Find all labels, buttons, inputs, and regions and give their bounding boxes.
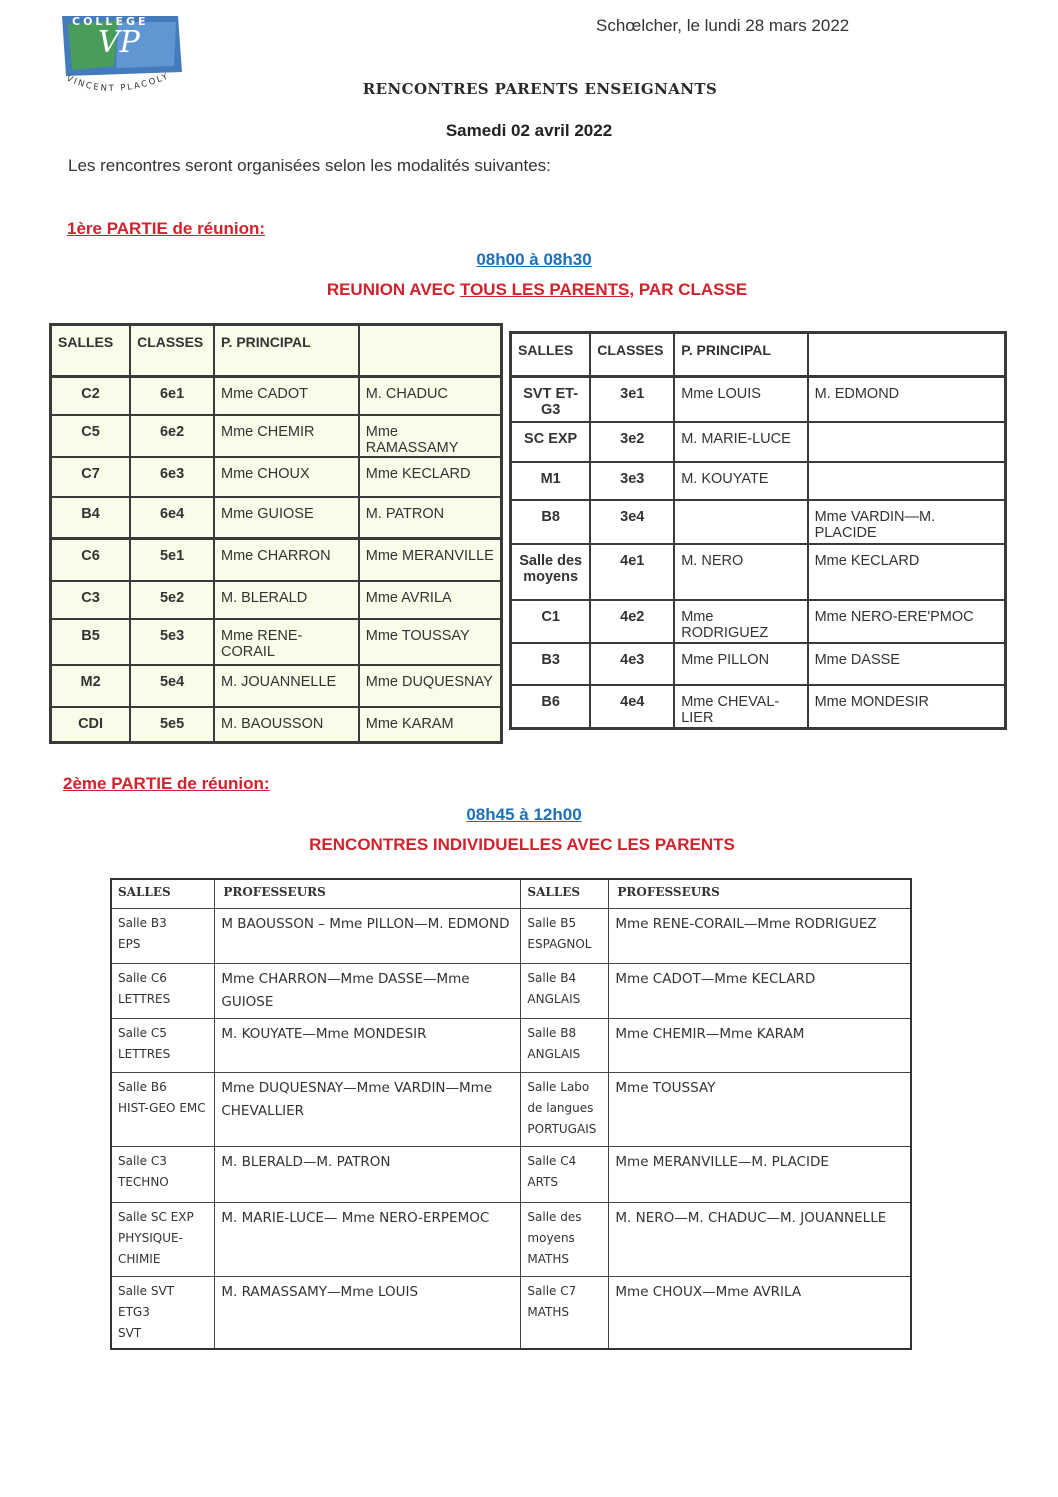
salle-cell xyxy=(521,1018,609,1072)
principal-cell: Mme CHEVAL-LIER xyxy=(674,685,807,729)
salle-name: Salle C6 xyxy=(118,970,167,985)
salle-cell: CDI xyxy=(51,707,131,743)
salle-cell xyxy=(111,1276,215,1349)
principal-cell: Mme LOUIS xyxy=(674,377,807,422)
principal-cell: M. BLERALD xyxy=(214,581,359,619)
salle-cell: SVT ET-G3 xyxy=(511,377,591,422)
principal-cell: Mme CHOUX xyxy=(214,457,359,497)
subject-name: ARTS xyxy=(527,1174,559,1189)
salle-cell xyxy=(521,908,609,963)
table-row xyxy=(511,422,1006,462)
professeurs-cell: M. NERO—M. CHADUC—M. JOUANNELLE xyxy=(609,1202,911,1276)
salle-name: Salle B5 xyxy=(527,915,577,930)
table-row xyxy=(111,1146,911,1202)
table-row xyxy=(111,1072,911,1146)
part1-time: 08h00 à 08h30 xyxy=(476,250,592,269)
table-row xyxy=(51,707,502,743)
salle-name: Salle C4 xyxy=(527,1153,577,1168)
principal-cell: Mme RENE-CORAIL xyxy=(214,619,359,665)
column-header: CLASSES xyxy=(590,333,674,377)
part1-subtitle: REUNION AVEC TOUS LES PARENTS, PAR CLASSE xyxy=(326,280,748,299)
table-row xyxy=(511,462,1006,500)
principal-cell: M. JOUANNELLE xyxy=(214,665,359,707)
table-row xyxy=(51,377,502,415)
salle-cell xyxy=(111,1146,215,1202)
table-row xyxy=(51,415,502,457)
second-teacher-cell: Mme DUQUESNAY xyxy=(359,665,502,707)
classe-cell: 6e4 xyxy=(130,497,214,539)
column-header: SALLES xyxy=(111,879,215,908)
column-header: PROFESSEURS xyxy=(215,879,521,908)
date-line: Schœlcher, le lundi 28 mars 2022 xyxy=(596,16,850,35)
classe-cell: 6e1 xyxy=(130,377,214,415)
table-row xyxy=(51,539,502,581)
salle-cell xyxy=(111,1018,215,1072)
column-header: SALLES xyxy=(51,325,131,377)
intro-text: Les rencontres seront organisées selon les modalités suivantes: xyxy=(68,156,551,175)
salle-cell: B5 xyxy=(51,619,131,665)
salle-cell xyxy=(521,1276,609,1349)
second-teacher-cell xyxy=(808,462,1006,500)
salle-cell: C1 xyxy=(511,600,591,643)
second-teacher-cell: M. CHADUC xyxy=(359,377,502,415)
professeurs-cell: M. BLERALD—M. PATRON xyxy=(215,1146,521,1202)
second-teacher-cell: Mme MONDESIR xyxy=(808,685,1006,729)
logo-top-text: COLLEGE xyxy=(72,15,149,28)
second-teacher-cell: Mme KARAM xyxy=(359,707,502,743)
table-row xyxy=(51,619,502,665)
classe-cell: 3e2 xyxy=(590,422,674,462)
salle-name: Salle C5 xyxy=(118,1025,167,1040)
classe-cell: 5e2 xyxy=(130,581,214,619)
professeurs-cell: Mme DUQUESNAY—Mme VARDIN—Mme CHEVALLIER xyxy=(215,1072,521,1146)
professeurs-cell: Mme CHARRON—Mme DASSE—Mme GUIOSE xyxy=(215,963,521,1018)
table-row xyxy=(511,685,1006,729)
principal-cell: M. KOUYATE xyxy=(674,462,807,500)
subject-name: ESPAGNOL xyxy=(527,936,592,951)
part1-heading: 1ère PARTIE de réunion: xyxy=(67,219,266,238)
table-header-row xyxy=(111,879,911,908)
column-header: P. PRINCIPAL xyxy=(214,325,359,377)
document-title: RENCONTRES PARENTS ENSEIGNANTS xyxy=(362,80,718,98)
classe-cell: 5e5 xyxy=(130,707,214,743)
principal-cell: Mme RODRIGUEZ xyxy=(674,600,807,643)
professeurs-cell: Mme CHEMIR—Mme KARAM xyxy=(609,1018,911,1072)
salle-name: Salle C3 xyxy=(118,1153,167,1168)
subject-name: ANGLAIS xyxy=(527,991,581,1006)
salle-name: Salle SC EXP xyxy=(118,1209,194,1224)
principal-cell: M. BAOUSSON xyxy=(214,707,359,743)
subject-name: TECHNO xyxy=(118,1174,169,1189)
second-teacher-cell: M. PATRON xyxy=(359,497,502,539)
table-row xyxy=(111,1276,911,1349)
classe-cell: 3e4 xyxy=(590,500,674,544)
subject-name: LETTRES xyxy=(118,1046,171,1061)
logo-monogram: VP xyxy=(98,25,140,60)
table-row xyxy=(511,500,1006,544)
second-teacher-cell: Mme KECLARD xyxy=(359,457,502,497)
table-row xyxy=(51,457,502,497)
salle-cell xyxy=(111,1202,215,1276)
table-row xyxy=(51,497,502,539)
salle-cell: C6 xyxy=(51,539,131,581)
part2-time: 08h45 à 12h00 xyxy=(466,805,582,824)
professeurs-cell: Mme MERANVILLE—M. PLACIDE xyxy=(609,1146,911,1202)
salle-cell: C7 xyxy=(51,457,131,497)
salle-cell xyxy=(111,1072,215,1146)
salle-cell: Salle des moyens xyxy=(511,544,591,600)
salle-cell: B3 xyxy=(511,643,591,685)
table-row xyxy=(111,963,911,1018)
principal-cell xyxy=(674,500,807,544)
table-row xyxy=(511,377,1006,422)
salle-cell xyxy=(521,1146,609,1202)
table-row xyxy=(111,1202,911,1276)
classe-cell: 6e3 xyxy=(130,457,214,497)
column-header: PROFESSEURS xyxy=(609,879,911,908)
professeurs-cell: Mme CHOUX—Mme AVRILA xyxy=(609,1276,911,1349)
subject-name: MATHS xyxy=(527,1251,570,1266)
salle-cell xyxy=(521,1202,609,1276)
classe-cell: 4e4 xyxy=(590,685,674,729)
column-header xyxy=(359,325,502,377)
classe-cell: 4e2 xyxy=(590,600,674,643)
professeurs-cell: M. RAMASSAMY—Mme LOUIS xyxy=(215,1276,521,1349)
table-row xyxy=(511,544,1006,600)
professeurs-cell: M BAOUSSON – Mme PILLON—M. EDMOND xyxy=(215,908,521,963)
table-row xyxy=(511,643,1006,685)
table-row xyxy=(51,665,502,707)
table-header-row xyxy=(511,333,1006,377)
document-date: Samedi 02 avril 2022 xyxy=(445,121,613,140)
second-teacher-cell xyxy=(808,422,1006,462)
subject-name: PORTUGAIS xyxy=(527,1121,597,1136)
individual-meetings-table xyxy=(110,878,912,1350)
table-header-row xyxy=(51,325,502,377)
salle-cell: B4 xyxy=(51,497,131,539)
part2-subtitle: RENCONTRES INDIVIDUELLES AVEC LES PARENTS xyxy=(309,835,735,854)
principal-cell: Mme GUIOSE xyxy=(214,497,359,539)
part2-heading: 2ème PARTIE de réunion: xyxy=(63,774,270,793)
second-teacher-cell: Mme AVRILA xyxy=(359,581,502,619)
principal-cell: M. MARIE-LUCE xyxy=(674,422,807,462)
principal-cell: Mme CHARRON xyxy=(214,539,359,581)
classe-cell: 6e2 xyxy=(130,415,214,457)
table-row xyxy=(511,600,1006,643)
subject-name: EPS xyxy=(118,936,141,951)
classe-cell: 5e4 xyxy=(130,665,214,707)
professeurs-cell: Mme TOUSSAY xyxy=(609,1072,911,1146)
class-meeting-table-right xyxy=(509,331,1007,730)
subject-name: HIST-GEO EMC xyxy=(118,1100,206,1115)
second-teacher-cell: Mme NERO-ERE'PMOC xyxy=(808,600,1006,643)
second-teacher-cell: Mme DASSE xyxy=(808,643,1006,685)
class-meeting-table-left xyxy=(49,323,503,744)
subject-name: MATHS xyxy=(527,1304,570,1319)
second-teacher-cell: Mme VARDIN—M. PLACIDE xyxy=(808,500,1006,544)
salle-cell: B6 xyxy=(511,685,591,729)
professeurs-cell: Mme RENE-CORAIL—Mme RODRIGUEZ xyxy=(609,908,911,963)
subject-name: LETTRES xyxy=(118,991,171,1006)
salle-name: Salle B8 xyxy=(527,1025,577,1040)
logo-bottom-text: VINCENT PLACOLY xyxy=(64,71,172,94)
salle-cell: C2 xyxy=(51,377,131,415)
salle-name: Salle B3 xyxy=(118,915,167,930)
salle-cell xyxy=(521,1072,609,1146)
salle-cell: M2 xyxy=(51,665,131,707)
salle-name: Salle des moyens xyxy=(527,1209,582,1245)
professeurs-cell: M. MARIE-LUCE— Mme NERO-ERPEMOC xyxy=(215,1202,521,1276)
column-header: CLASSES xyxy=(130,325,214,377)
salle-cell: C5 xyxy=(51,415,131,457)
column-header: SALLES xyxy=(521,879,609,908)
classe-cell: 3e1 xyxy=(590,377,674,422)
principal-cell: Mme PILLON xyxy=(674,643,807,685)
professeurs-cell: Mme CADOT—Mme KECLARD xyxy=(609,963,911,1018)
second-teacher-cell: Mme TOUSSAY xyxy=(359,619,502,665)
second-teacher-cell: Mme KECLARD xyxy=(808,544,1006,600)
salle-cell xyxy=(111,963,215,1018)
classe-cell: 5e1 xyxy=(130,539,214,581)
subject-name: PHYSIQUE-CHIMIE xyxy=(118,1230,183,1266)
second-teacher-cell: M. EDMOND xyxy=(808,377,1006,422)
table-row xyxy=(111,1018,911,1072)
salle-cell xyxy=(111,908,215,963)
classe-cell: 4e1 xyxy=(590,544,674,600)
salle-name: Salle Labo de langues xyxy=(527,1079,594,1115)
second-teacher-cell: Mme MERANVILLE xyxy=(359,539,502,581)
principal-cell: M. NERO xyxy=(674,544,807,600)
salle-name: Salle B4 xyxy=(527,970,577,985)
professeurs-cell: M. KOUYATE—Mme MONDESIR xyxy=(215,1018,521,1072)
salle-cell: SC EXP xyxy=(511,422,591,462)
column-header: P. PRINCIPAL xyxy=(674,333,807,377)
classe-cell: 5e3 xyxy=(130,619,214,665)
column-header xyxy=(808,333,1006,377)
column-header: SALLES xyxy=(511,333,591,377)
salle-name: Salle SVT ETG3 xyxy=(118,1283,174,1319)
table-row xyxy=(51,581,502,619)
classe-cell: 4e3 xyxy=(590,643,674,685)
principal-cell: Mme CHEMIR xyxy=(214,415,359,457)
salle-cell xyxy=(521,963,609,1018)
subject-name: ANGLAIS xyxy=(527,1046,581,1061)
salle-cell: B8 xyxy=(511,500,591,544)
salle-cell: C3 xyxy=(51,581,131,619)
subject-name: SVT xyxy=(118,1325,142,1340)
salle-name: Salle C7 xyxy=(527,1283,577,1298)
salle-name: Salle B6 xyxy=(118,1079,167,1094)
principal-cell: Mme CADOT xyxy=(214,377,359,415)
classe-cell: 3e3 xyxy=(590,462,674,500)
second-teacher-cell: Mme RAMASSAMY xyxy=(359,415,502,457)
salle-cell: M1 xyxy=(511,462,591,500)
table-row xyxy=(111,908,911,963)
